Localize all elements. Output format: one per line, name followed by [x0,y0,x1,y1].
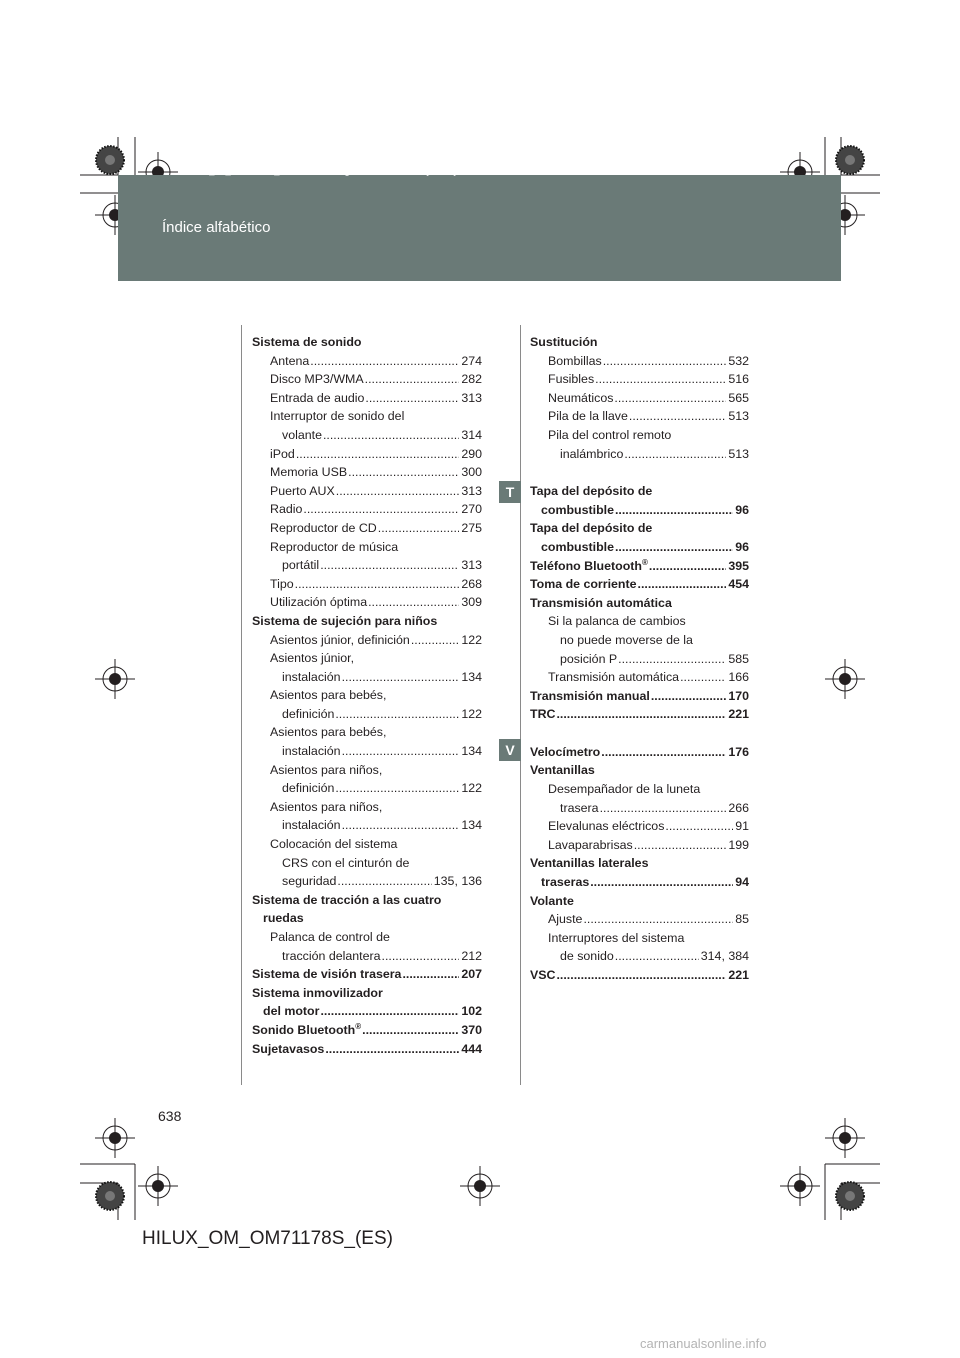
entry-label: tracción delantera [282,948,381,963]
index-entry [252,649,482,668]
page-reference: 166 [728,670,749,685]
leader-dots [618,650,726,669]
index-entry [252,965,482,984]
entry-text [530,687,650,706]
letter-tab-v: V [499,739,521,761]
page-reference: 96 [735,502,749,517]
index-entry [252,370,482,389]
leader-dots [601,743,726,762]
entry-label: Transmisión manual [530,688,650,703]
entry-text [282,816,341,835]
entry-text [530,743,600,762]
entry-text [541,501,614,520]
page-reference: 454 [728,577,749,592]
index-entry [252,835,482,854]
index-entry [530,743,749,762]
page-reference: 135, 136 [433,874,482,889]
entry-label: Disco MP3/WMA [270,372,364,387]
leader-dots [320,1002,459,1021]
index-entry [530,389,749,408]
page-reference: 199 [728,837,749,852]
index-entry [252,1002,482,1021]
entry-text [530,966,555,985]
leader-dots [365,370,460,389]
page-reference: 91 [735,819,749,834]
index-entry [252,538,482,557]
footer-code: HILUX_OM_OM71178S_(ES) [142,1228,393,1249]
page-reference: 266 [728,800,749,815]
index-entry [530,482,749,501]
leader-dots [603,352,727,371]
entry-text [560,650,617,669]
leader-dots [595,370,726,389]
page-reference: 370 [461,1022,482,1037]
entry-label: Antena [270,353,310,368]
index-column-left [252,333,482,1058]
leader-dots [638,575,727,594]
index-entry [530,873,749,892]
index-entry [252,761,482,780]
entry-label: Tipo [270,576,294,591]
entry-text: Sistema de tracción a las cuatro [252,892,442,907]
leader-dots [600,799,727,818]
page-number: 638 [158,1108,182,1124]
page-reference: 395 [728,558,749,573]
entry-text [270,352,309,371]
entry-label: instalación [282,744,341,759]
entry-label: traseras [541,875,590,890]
index-entry [252,872,482,891]
index-entry [530,836,749,855]
entry-label: de sonido [560,949,614,964]
index-entry [530,929,749,948]
index-entry [252,426,482,445]
index-entry [530,966,749,985]
index-entry [530,519,749,538]
entry-label: definición [282,706,335,721]
entry-label: Toma de corriente [530,577,637,592]
entry-label: Sonido Bluetooth [252,1022,356,1037]
entry-text: Ventanillas [530,763,595,778]
leader-dots [368,593,459,612]
page-reference: 300 [461,465,482,480]
entry-label: portátil [282,558,320,573]
page-reference: 170 [728,688,749,703]
leader-dots [303,500,459,519]
page-reference: 134 [461,744,482,759]
entry-text [282,705,334,724]
index-entry [252,519,482,538]
leader-dots [378,519,460,538]
index-entry [530,780,749,799]
index-entry [530,426,749,445]
leader-dots [323,426,459,445]
page-reference: 134 [461,818,482,833]
letter-tab-t: T [499,481,521,503]
entry-text [560,799,599,818]
leader-dots [362,1021,459,1040]
page-reference: 122 [461,632,482,647]
page-reference: 270 [461,502,482,517]
entry-text: Interruptor de sonido del [270,409,405,424]
entry-label: Velocímetro [530,744,601,759]
entry-text: Interruptores del sistema [548,930,685,945]
entry-text: Asientos para niños, [270,762,383,777]
leader-dots [382,947,460,966]
entry-text: Reproductor de música [270,539,399,554]
entry-text [270,370,364,389]
entry-label: inalámbrico [560,446,624,461]
entry-label: TRC [530,707,556,722]
entry-text [270,575,294,594]
entry-text: Ventanillas laterales [530,856,649,871]
page-reference: 532 [728,353,749,368]
leader-dots [348,463,459,482]
page-reference: 282 [461,372,482,387]
entry-label: definición [282,781,335,796]
entry-text: Tapa del depósito de [530,521,653,536]
entry-label: del motor [263,1004,320,1019]
entry-text [548,352,602,371]
header-band [118,175,841,281]
leader-dots [295,575,460,594]
watermark: carmanualsonline.info [640,1336,767,1351]
index-entry [252,668,482,687]
entry-text: Volante [530,893,574,908]
entry-text [282,742,341,761]
entry-text [548,817,664,836]
index-entry [530,594,749,613]
page-reference: 102 [461,1004,482,1019]
index-entry [252,1021,482,1040]
index-entry [252,779,482,798]
entry-text [548,668,679,687]
page-reference: 134 [461,669,482,684]
entry-text [270,389,364,408]
index-entry [252,333,482,352]
index-entry [252,463,482,482]
entry-text [530,575,637,594]
leader-dots [556,966,726,985]
leader-dots [583,910,733,929]
page-reference: 313 [461,558,482,573]
entry-label: Bombillas [548,353,602,368]
page-reference: 314, 384 [700,949,749,964]
entry-text [548,389,613,408]
entry-text: Si la palanca de cambios [548,614,686,629]
entry-text: Tapa del depósito de [530,484,653,499]
entry-label: Puerto AUX [270,483,335,498]
page-reference: 565 [728,390,749,405]
entry-text: Sistema de sonido [252,335,362,349]
leader-dots [335,779,459,798]
index-entry [252,984,482,1003]
entry-text: Desempañador de la luneta [548,782,701,797]
entry-text [560,947,614,966]
page-reference: 314 [461,427,482,442]
entry-label: Teléfono Bluetooth [530,558,642,573]
entry-label: Ajuste [548,912,583,927]
leader-dots [590,873,733,892]
index-entry [252,500,482,519]
index-entry [530,557,749,576]
entry-text: Sustitución [530,335,598,349]
index-entry [252,798,482,817]
index-entry [530,333,749,352]
entry-label: Elevalunas eléctricos [548,819,665,834]
entry-text [282,779,334,798]
column-divider-right [520,325,521,1085]
entry-text [270,500,302,519]
page-reference: 585 [728,651,749,666]
entry-text [548,370,594,389]
entry-label: VSC [530,968,556,982]
leader-dots [411,631,459,650]
index-entry [252,909,482,928]
index-column-right [530,333,749,985]
leader-dots [342,816,460,835]
leader-dots [296,445,460,464]
entry-text: Colocación del sistema [270,837,398,852]
entry-text: ruedas [263,911,304,926]
index-entry [252,891,482,910]
index-entry [530,538,749,557]
index-entry [252,705,482,724]
page-reference: 96 [735,539,749,554]
entry-text: Asientos para bebés, [270,688,387,703]
entry-text [270,593,367,612]
index-entry [252,556,482,575]
entry-text [282,426,322,445]
leader-dots [556,705,726,724]
entry-text [270,463,347,482]
leader-dots [649,557,726,576]
leader-dots [651,687,727,706]
entry-text: Palanca de control de [270,930,390,944]
entry-text: CRS con el cinturón de [282,855,410,870]
leader-dots [335,705,459,724]
page-reference: 313 [461,483,482,498]
entry-text [282,668,341,687]
registered-mark: ® [641,557,648,567]
index-entry [252,947,482,966]
leader-dots [614,389,726,408]
entry-text [282,872,336,891]
leader-dots [342,742,460,761]
index-entry [530,407,749,426]
entry-text: Asientos para bebés, [270,725,387,740]
page-reference: 309 [461,595,482,610]
entry-text [270,482,335,501]
page-reference: 274 [461,353,482,368]
index-entry [252,389,482,408]
index-entry [530,668,749,687]
index-entry [252,723,482,742]
page-reference: 275 [461,520,482,535]
leader-dots [365,389,459,408]
leader-dots [342,668,460,687]
index-entry [252,1040,482,1059]
entry-label: Sistema de visión trasera [252,967,402,982]
entry-label: combustible [541,502,614,517]
entry-label: volante [282,427,322,442]
entry-text [530,705,555,724]
leader-dots [320,556,459,575]
section-gap [530,724,749,743]
index-entry [530,370,749,389]
entry-label: Pila de la llave [548,409,628,424]
index-entry [530,947,749,966]
index-entry [530,892,749,911]
index-entry [252,612,482,631]
index-entry [530,501,749,520]
entry-label: combustible [541,539,614,554]
book-info-line: HILUX_OM_OM71178S_(ES).book Page 638 Wednesday, May 16, 2012 3:09 PM [182,167,551,177]
index-entry [252,631,482,650]
leader-dots [310,352,459,371]
page-reference: 122 [461,706,482,721]
entry-label: posición P [560,651,618,666]
column-divider-left [241,325,242,1085]
index-entry [252,593,482,612]
entry-label: Lavaparabrisas [548,837,633,852]
entry-label: seguridad [282,874,337,889]
leader-dots [337,872,431,891]
entry-label: Memoria USB [270,465,348,480]
index-entry [530,761,749,780]
page-reference: 85 [735,912,749,927]
index-entry [530,575,749,594]
leader-dots [615,947,699,966]
leader-dots [634,836,727,855]
page-reference: 513 [728,409,749,424]
entry-label: Utilización óptima [270,595,368,610]
page-reference: 513 [728,446,749,461]
leader-dots [325,1040,459,1059]
entry-label: instalación [282,818,341,833]
entry-text [282,947,381,966]
index-entry [530,817,749,836]
index-entry [530,705,749,724]
registered-mark: ® [355,1021,362,1031]
entry-label: iPod [270,446,295,461]
page-reference: 290 [461,446,482,461]
index-entry [252,854,482,873]
entry-text [252,1021,361,1040]
page-reference: 94 [735,875,749,890]
entry-text [252,1040,324,1059]
index-entry [530,687,749,706]
page-reference: 221 [728,968,749,982]
entry-label: Entrada de audio [270,390,365,405]
leader-dots [402,965,459,984]
index-entry [530,854,749,873]
section-title: Índice alfabético [162,219,271,236]
page-reference: 313 [461,390,482,405]
entry-label: Radio [270,502,303,517]
entry-text [270,445,295,464]
entry-text [541,873,589,892]
section-gap [530,463,749,482]
entry-label: instalación [282,669,341,684]
leader-dots [680,668,726,687]
leader-dots [336,482,460,501]
leader-dots [615,538,733,557]
index-entry [530,910,749,929]
entry-label: trasera [560,800,599,815]
page-reference: 444 [461,1041,482,1056]
index-entry [252,445,482,464]
entry-text [548,910,582,929]
leader-dots [624,445,726,464]
index-entry [530,799,749,818]
entry-text [548,836,633,855]
entry-text [263,1002,319,1021]
entry-label: Reproductor de CD [270,520,377,535]
entry-text [541,538,614,557]
entry-text [270,631,410,650]
entry-text: Sistema inmovilizador [252,985,383,1000]
entry-text: Transmisión automática [530,595,672,610]
page-reference: 221 [728,707,749,722]
index-entry [252,482,482,501]
entry-text [560,445,623,464]
entry-text [252,965,401,984]
entry-text: no puede moverse de la [560,632,693,647]
index-entry [252,816,482,835]
index-entry [252,686,482,705]
index-entry [530,631,749,650]
index-entry [530,612,749,631]
entry-label: Neumáticos [548,390,614,405]
entry-label: Sujetavasos [252,1041,325,1056]
entry-text: Pila del control remoto [548,427,672,442]
entry-text [282,556,319,575]
entry-text: Asientos júnior, [270,651,355,666]
entry-text: Asientos para niños, [270,799,383,814]
page-reference: 207 [461,967,482,982]
page-reference: 268 [461,576,482,591]
entry-label: Fusibles [548,372,595,387]
index-entry [252,575,482,594]
page-reference: 176 [728,744,749,759]
index-entry [252,352,482,371]
leader-dots [665,817,733,836]
index-entry [530,650,749,669]
entry-text: Sistema de sujeción para niños [252,613,438,628]
index-entry [252,407,482,426]
index-entry [252,928,482,947]
entry-text [270,519,377,538]
page-reference: 516 [728,372,749,387]
entry-text [530,557,648,576]
entry-label: Asientos júnior, definición [270,632,410,647]
leader-dots [615,501,733,520]
index-entry [530,352,749,371]
page-reference: 122 [461,781,482,796]
page-reference: 212 [461,948,482,963]
index-entry [252,742,482,761]
index-entry [530,445,749,464]
entry-label: Transmisión automática [548,670,680,685]
leader-dots [629,407,726,426]
entry-text [548,407,628,426]
